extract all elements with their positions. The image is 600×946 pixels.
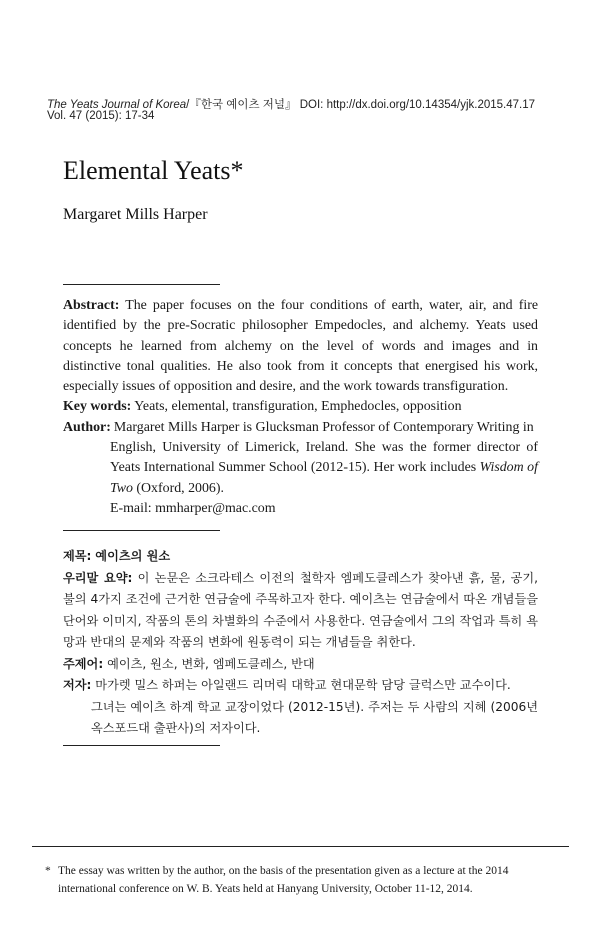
article-title: Elemental Yeats* [63,156,244,185]
kr-author-label: 저자: [63,678,92,692]
keywords-label: Key words: [63,399,132,415]
kr-title-text: 예이츠의 원소 [95,549,171,563]
journal-title-en: The Yeats Journal of Korea [47,99,187,111]
kr-summary-paragraph [63,568,538,654]
author-email: E-mail: mmharper@mac.com [110,500,276,516]
journal-title-kr: /『한국 예이츠 저널』 [186,99,297,111]
kr-author-text-2: 그녀는 예이츠 하계 학교 교장이었다 (2012-15년). 주저는 두 사람의 지혜 (2006년 옥스포드대 출판사)의 저자이다. [91,699,538,735]
kr-keywords-text: 예이츠, 원소, 변화, 엠페도클레스, 반대 [107,656,315,671]
author-bio-continued [63,438,538,519]
korean-abstract [63,546,538,740]
keywords-text: Yeats, elemental, transfiguration, Emphedocles, opposition [134,399,462,415]
author-bio-line-2: English, University of Limerick, Ireland. She was the former director of Yeats International Summer School (2012-15). Her work includes [110,440,538,476]
kr-author-text-1: 마가렛 밀스 하퍼는 아일랜드 리머릭 대학교 현대문학 담당 글럭스만 교수이다. [95,678,511,692]
kr-summary-label: 우리말 요약: [63,570,133,585]
author-bio-text [110,438,538,499]
kr-keywords-paragraph [63,654,538,676]
author-bio [63,418,538,438]
divider [63,530,220,531]
footnote [45,862,555,898]
author-label: Author: [63,419,111,435]
footnote-divider [32,846,569,847]
author-bio-line-3: (Oxford, 2006). [136,480,224,496]
doi-text: DOI: http://dx.doi.org/10.14354/yjk.2015.47.17 [299,99,536,111]
kr-author-paragraph [63,675,538,697]
abstract-label: Abstract: [63,298,120,313]
author-bio-book: Wisdom of Two [110,460,538,496]
keywords-paragraph [63,397,538,417]
abstract-text: The paper focuses on the four conditions of earth, water, air, and fire identified by the pre-Socratic philosopher Empedocles, and alchemy. Yeats used concepts he learned from alchemy on the level of words and images and in distinctive tonal qualities. He also took from it concepts that energised his work, especially issues of opposition and desire, and the work towards transfiguration. [63,298,538,395]
footnote-mark: * [45,865,51,877]
author-bio-line-1: Margaret Mills Harper is Glucksman Professor of Contemporary Writing in [113,419,534,435]
article-author: Margaret Mills Harper [63,206,208,223]
divider [63,284,220,285]
divider [63,745,220,746]
kr-keywords-label: 주제어: [63,656,104,671]
kr-summary-text: 이 논문은 소크라테스 이전의 철학자 엠페도클레스가 찾아낸 흙, 물, 공기, 불의 4가지 조건에 근거한 연금술에 주목하고자 한다. 예이츠는 연금술에서 따온 개념들을 단어와 이미지, 작품의 톤의 차별화의 수준에서 사용한다. 연금술에서 그의 작업과 특히 욕망과 반대의 문제와 작품의 변화에 원동력이 되는 개념들을 취한다. [63,570,539,649]
english-abstract [63,296,538,519]
kr-title-label: 제목: [63,549,92,563]
kr-title-paragraph [63,546,538,568]
volume-info: Vol. 47 (2015): 17-34 [47,110,155,122]
footnote-text: The essay was written by the author, on the basis of the presentation given as a lecture at the 2014 international conference on W. B. Yeats held at Hanyang University, October 11-12, 2014. [58,865,509,895]
abstract-paragraph [63,296,538,397]
